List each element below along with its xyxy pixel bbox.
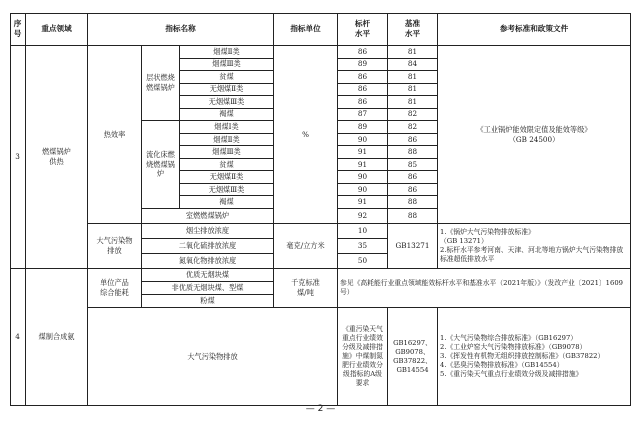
grate-coal-type: 褐煤 bbox=[180, 109, 274, 122]
ammonia-air-label: 大气污染物排放 bbox=[88, 308, 338, 406]
fluid-benchmark: 91 bbox=[338, 196, 388, 209]
ammonia-air-reference: 1.《大气污染物综合排放标准》（GB16297） 2.《工业炉窑大气污染物排放标准》（GB9078） 3.《挥发性有机物无组织排放控制标准》（GB37822） 4.《恶臭污染物排放标准》（GB14554） 5.《重污染天气重点行业绩效分级及减排措施》 bbox=[438, 308, 631, 406]
fluid-benchmark: 89 bbox=[338, 121, 388, 134]
fluid-benchmark: 90 bbox=[338, 184, 388, 197]
grate-boiler-label: 层状燃烧 燃煤锅炉 bbox=[142, 46, 180, 121]
header-benchmark: 标杆 水平 bbox=[338, 13, 388, 46]
air-reference: 1.《锅炉大气污染物排放标准》 （GB 13271） 2.标杆水平参考河南、天津、河北等地方锅炉大气污染物排放标准超低排放水平 bbox=[438, 224, 631, 269]
thermal-reference: 《工业锅炉能效限定值及能效等级》 （GB 24500） bbox=[438, 46, 631, 224]
air-baseline: GB13271 bbox=[388, 224, 438, 269]
fluid-benchmark: 91 bbox=[338, 159, 388, 172]
fluidized-boiler-label: 流化床燃 烧燃煤锅 炉 bbox=[142, 121, 180, 209]
grate-benchmark: 86 bbox=[338, 46, 388, 59]
row3-field: 燃煤锅炉 供热 bbox=[26, 46, 88, 269]
chamber-boiler-label: 室燃燃煤锅炉 bbox=[142, 209, 274, 224]
fluid-coal-type: 烟煤Ⅲ类 bbox=[180, 146, 274, 159]
fluid-baseline: 88 bbox=[388, 146, 438, 159]
air-benchmark: 50 bbox=[338, 254, 388, 269]
energy-label: 单位产品 综合能耗 bbox=[88, 269, 142, 308]
grate-baseline: 81 bbox=[388, 84, 438, 97]
coal-grade: 非优质无烟块煤、型煤 bbox=[142, 282, 274, 295]
header-baseline: 基准 水平 bbox=[388, 13, 438, 46]
grate-coal-type: 无烟煤Ⅲ类 bbox=[180, 96, 274, 109]
fluid-coal-type: 贫煤 bbox=[180, 159, 274, 172]
air-unit: 毫克/立方米 bbox=[274, 224, 338, 269]
thermal-efficiency-label: 热效率 bbox=[88, 46, 142, 224]
header-reference: 参考标准和政策文件 bbox=[438, 13, 631, 46]
grate-coal-type: 烟煤Ⅱ类 bbox=[180, 46, 274, 59]
fluid-baseline: 86 bbox=[388, 134, 438, 147]
fluid-baseline: 86 bbox=[388, 171, 438, 184]
header-unit: 指标单位 bbox=[274, 13, 338, 46]
grate-benchmark: 86 bbox=[338, 96, 388, 109]
grate-baseline: 81 bbox=[388, 71, 438, 84]
ammonia-air-baseline: GB16297、GB9078、GB37822、GB14554 bbox=[388, 308, 438, 406]
air-benchmark: 35 bbox=[338, 239, 388, 254]
energy-unit: 千克标准 煤/吨 bbox=[274, 269, 338, 308]
fluid-baseline: 85 bbox=[388, 159, 438, 172]
chamber-benchmark: 92 bbox=[338, 209, 388, 224]
grate-benchmark: 87 bbox=[338, 109, 388, 122]
coal-grade: 优质无烟块煤 bbox=[142, 269, 274, 282]
fluid-coal-type: 无烟煤Ⅲ类 bbox=[180, 184, 274, 197]
row4-seq: 4 bbox=[10, 269, 26, 406]
fluid-benchmark: 91 bbox=[338, 146, 388, 159]
page-number: — 2 — bbox=[305, 404, 336, 414]
chamber-baseline: 88 bbox=[388, 209, 438, 224]
air-benchmark: 10 bbox=[338, 224, 388, 239]
air-pollutant-name: 烟尘排放浓度 bbox=[142, 224, 274, 239]
fluid-benchmark: 90 bbox=[338, 134, 388, 147]
grate-coal-type: 烟煤Ⅲ类 bbox=[180, 59, 274, 72]
fluid-baseline: 82 bbox=[388, 121, 438, 134]
air-emission-label: 大气污染物 排放 bbox=[88, 224, 142, 269]
energy-reference: 参见《高耗能行业重点领域能效标杆水平和基准水平（2021年版）》（发改产业〔2021〕1609号） bbox=[338, 269, 631, 308]
thermal-unit: % bbox=[274, 46, 338, 224]
fluid-benchmark: 90 bbox=[338, 171, 388, 184]
row3-seq: 3 bbox=[10, 46, 26, 269]
grate-coal-type: 无烟煤Ⅱ类 bbox=[180, 84, 274, 97]
grate-benchmark: 86 bbox=[338, 84, 388, 97]
grate-baseline: 81 bbox=[388, 46, 438, 59]
grate-baseline: 81 bbox=[388, 96, 438, 109]
grate-benchmark: 86 bbox=[338, 71, 388, 84]
fluid-coal-type: 无烟煤Ⅱ类 bbox=[180, 171, 274, 184]
ammonia-air-benchmark: 《重污染天气重点行业绩效分级及减排措施》中煤制氮肥行业绩效分级指标的A级要求 bbox=[338, 308, 388, 406]
grate-baseline: 84 bbox=[388, 59, 438, 72]
fluid-baseline: 86 bbox=[388, 184, 438, 197]
grate-coal-type: 贫煤 bbox=[180, 71, 274, 84]
air-pollutant-name: 二氧化硫排放浓度 bbox=[142, 239, 274, 254]
grate-benchmark: 89 bbox=[338, 59, 388, 72]
air-pollutant-name: 氮氧化物排放浓度 bbox=[142, 254, 274, 269]
header-field: 重点领域 bbox=[26, 13, 88, 46]
coal-grade: 粉煤 bbox=[142, 295, 274, 308]
fluid-baseline: 88 bbox=[388, 196, 438, 209]
fluid-coal-type: 烟煤Ⅱ类 bbox=[180, 134, 274, 147]
fluid-coal-type: 烟煤Ⅰ类 bbox=[180, 121, 274, 134]
header-indicator: 指标名称 bbox=[88, 13, 274, 46]
header-seq: 序号 bbox=[10, 13, 26, 46]
row4-field: 煤制合成氨 bbox=[26, 269, 88, 406]
grate-baseline: 82 bbox=[388, 109, 438, 122]
fluid-coal-type: 褐煤 bbox=[180, 196, 274, 209]
